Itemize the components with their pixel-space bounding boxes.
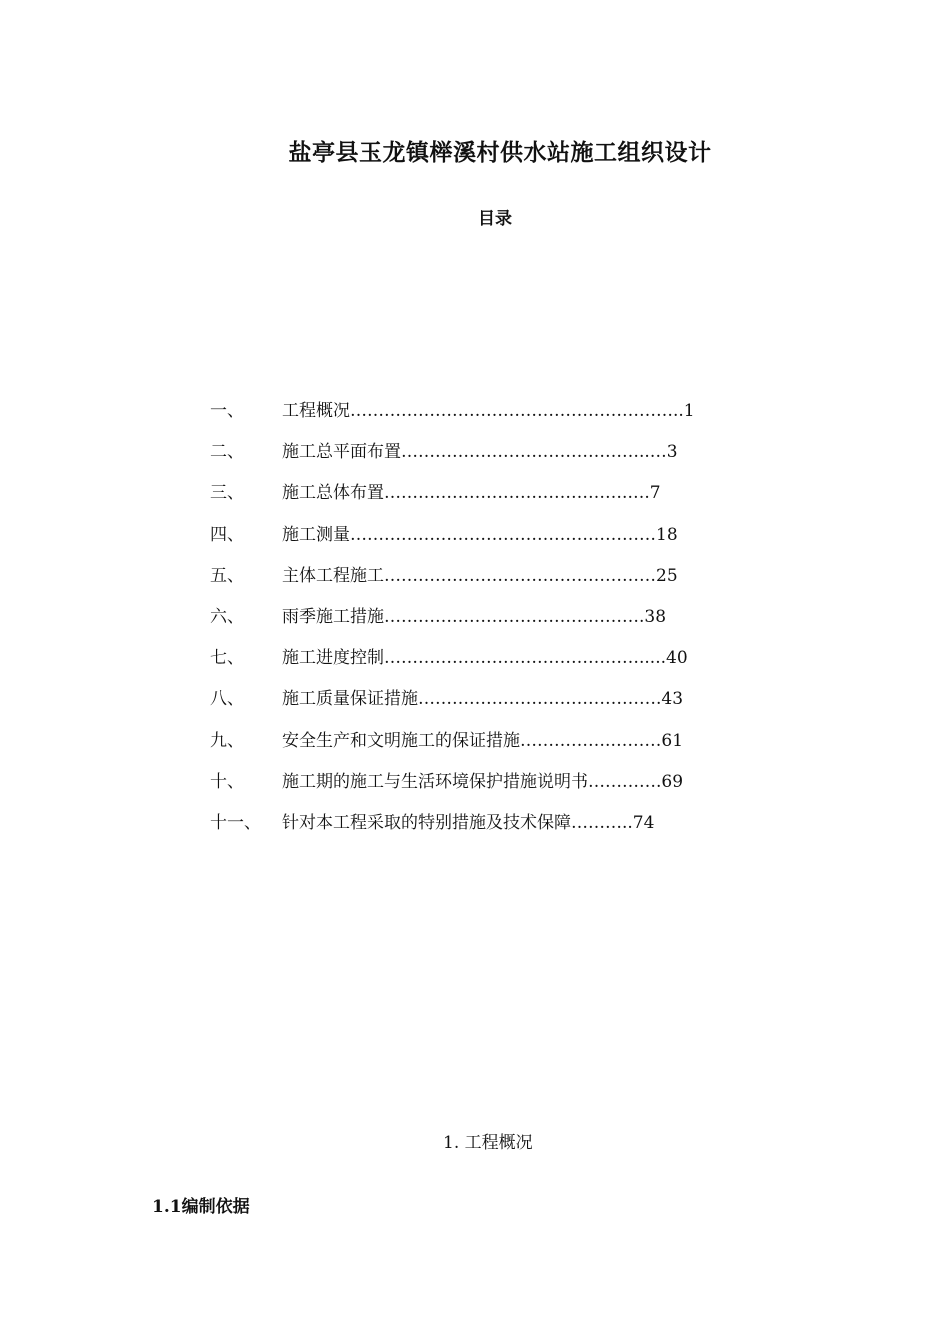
toc-item-entry: 施工总体布置…………………………………….….7 — [282, 483, 661, 503]
toc-item-number: 九、 — [210, 731, 244, 751]
document-title: 盐亭县玉龙镇榉溪村供水站施工组织设计 — [288, 139, 712, 166]
toc-item-number: 四、 — [210, 525, 244, 545]
toc-item-entry: 针对本工程采取的特别措施及技术保障………..74 — [282, 813, 655, 833]
toc-item-number: 七、 — [210, 648, 244, 668]
section-heading: 1. 工程概况 — [443, 1133, 533, 1153]
subsection-heading: 1.1编制依据 — [152, 1197, 250, 1217]
toc-item-number: 五、 — [210, 566, 244, 586]
toc-item-entry: 安全生产和文明施工的保证措施…………….………61 — [282, 731, 684, 751]
toc-heading: 目录 — [478, 209, 512, 229]
toc-item-entry: 施工进度控制……………………………………….....40 — [282, 648, 688, 668]
toc-item-entry: 施工期的施工与生活环境保护措施说明书………….69 — [282, 772, 684, 792]
toc-item-number: 八、 — [210, 689, 244, 709]
toc-item-entry: 雨季施工措施……………………………………….38 — [282, 607, 667, 627]
toc-item-number: 十一、 — [210, 813, 261, 833]
toc-item-number: 一、 — [210, 401, 244, 421]
toc-item-number: 六、 — [210, 607, 244, 627]
toc-item-entry: 施工测量………………………………………………18 — [282, 525, 678, 545]
toc-item-entry: 施工质量保证措施…………………………………….43 — [282, 689, 684, 709]
toc-item-number: 十、 — [210, 772, 244, 792]
toc-item-entry: 主体工程施工…………………………………………25 — [282, 566, 678, 586]
toc-item-number: 三、 — [210, 483, 244, 503]
toc-item-number: 二、 — [210, 442, 244, 462]
toc-item-entry: 施工总平面布置……………………………………..…3 — [282, 442, 678, 462]
toc-item-entry: 工程概况…………………………………………………..1 — [282, 401, 695, 421]
